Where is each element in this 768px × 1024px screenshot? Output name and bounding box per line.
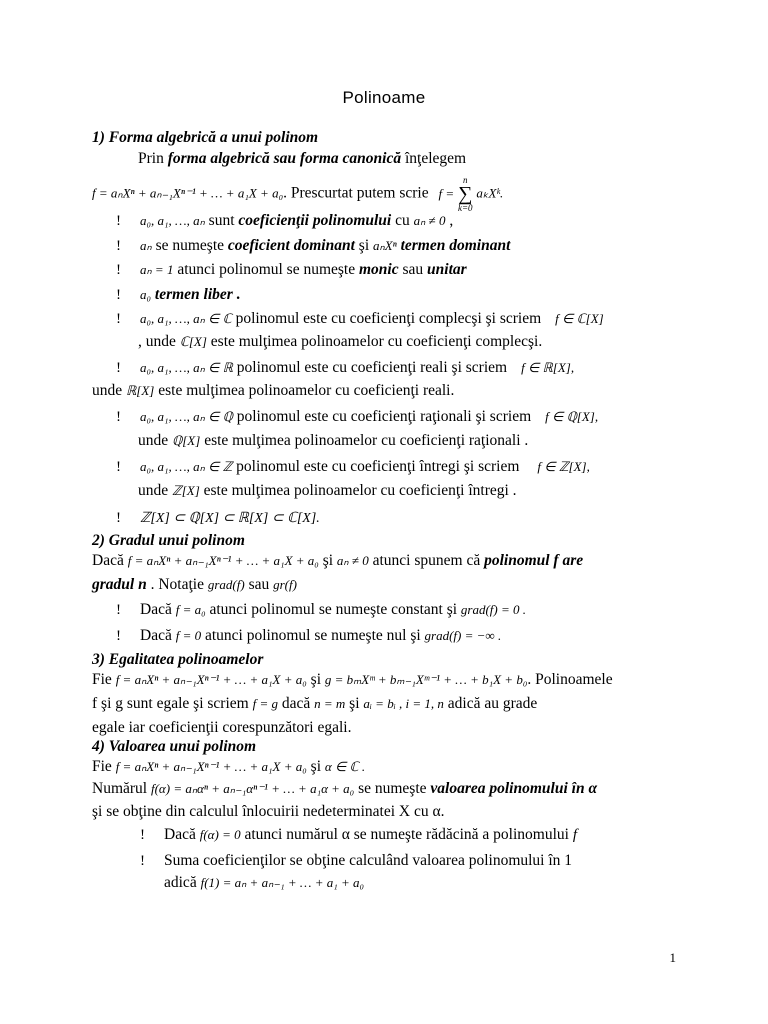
s3-l1-math: f = aₙXⁿ + aₙ₋₁Xⁿ⁻¹ + … + a₁X + a₀ bbox=[115, 672, 307, 687]
s2-l2-math2: gr(f) bbox=[273, 577, 297, 592]
s1-b1-t2: cu bbox=[391, 212, 414, 229]
bullet-icon: ! bbox=[116, 628, 121, 644]
s2-b1-t1: Dacă bbox=[140, 601, 176, 618]
s1-bullet-6-cont bbox=[92, 381, 454, 401]
sum-top: n bbox=[463, 175, 468, 185]
s3-l1-t3: . Polinoamele bbox=[527, 671, 613, 688]
bullet-icon: ! bbox=[116, 287, 121, 303]
s1-b8-math3: ℤ[X] bbox=[172, 483, 200, 498]
s1-intro bbox=[138, 149, 466, 169]
s2-bullet-2 bbox=[140, 626, 501, 646]
s2-line-2 bbox=[92, 575, 297, 595]
s1-short-text: . Prescurtat putem scrie bbox=[283, 184, 429, 202]
s1-bullet-4 bbox=[140, 285, 241, 305]
s1-b5-t2: , unde bbox=[138, 333, 180, 350]
sum-symbol bbox=[458, 175, 473, 213]
bullet-icon: ! bbox=[140, 827, 145, 843]
s1-b6-t2: unde bbox=[92, 382, 127, 399]
sigma-icon: ∑ bbox=[458, 183, 473, 205]
page-title: Polinoame bbox=[342, 88, 426, 107]
s1-b8-math2: f ∈ ℤ[X], bbox=[537, 459, 590, 474]
s4-bullet-2-cont bbox=[164, 873, 364, 893]
s1-b6-math: a₀, a₁, …, aₙ ∈ ℝ bbox=[140, 360, 233, 375]
s1-b6-math2: f ∈ ℝ[X], bbox=[521, 360, 575, 375]
s1-b5-t1: polinomul este cu coeficienţi complecşi şi scriem bbox=[231, 310, 542, 327]
s1-b5-math: a₀, a₁, …, aₙ ∈ ℂ bbox=[140, 311, 232, 326]
s1-b2-math: aₙ bbox=[140, 238, 152, 253]
s2-b1-math2: grad(f) = 0 . bbox=[460, 602, 527, 617]
s3-l2-math3: aᵢ = bᵢ , i = 1, n bbox=[363, 696, 444, 711]
s3-line-1 bbox=[92, 670, 613, 690]
s1-intro-prefix: Prin bbox=[138, 150, 168, 167]
s1-bullet-8 bbox=[140, 457, 590, 477]
s1-b6-t3: este mulţimea polinoamelor cu coeficienţi reali. bbox=[154, 382, 455, 399]
bullet-icon: ! bbox=[116, 213, 121, 229]
s1-bullet-5 bbox=[140, 309, 604, 329]
section-1-heading: 1) Forma algebrică a unui polinom bbox=[92, 129, 319, 146]
s1-b2-math2: aₙXⁿ bbox=[373, 238, 397, 253]
s1-bullet-9 bbox=[140, 508, 320, 529]
s2-bullet-1 bbox=[140, 600, 526, 620]
s1-b1-t1: sunt bbox=[204, 212, 239, 229]
s4-l2-t1: Numărul bbox=[92, 780, 151, 797]
s4-line-1 bbox=[92, 757, 365, 777]
s4-l1-math: f = aₙXⁿ + aₙ₋₁Xⁿ⁻¹ + … + a₁X + a₀ bbox=[115, 759, 307, 774]
s4-l1-t2: şi bbox=[306, 758, 325, 775]
s4-bullet-2: Suma coeficienţilor se obţine calculând valoarea polinomului în 1 bbox=[164, 852, 573, 869]
s4-b2-t1: adică bbox=[164, 874, 201, 891]
s4-b2-math: f(1) = aₙ + aₙ₋₁ + … + a₁ + a₀ bbox=[200, 875, 365, 890]
s1-bullet-5-cont bbox=[138, 332, 542, 352]
s3-l2-math: f = g bbox=[252, 696, 278, 711]
s1-short-formula-right: aₖXᵏ. bbox=[476, 185, 504, 201]
s2-l1-bold: polinomul f are bbox=[484, 552, 584, 569]
s1-b5-t3: este mulţimea polinoamelor cu coeficienţi complecşi. bbox=[206, 333, 543, 350]
s1-b2-t1: se numeşte bbox=[151, 237, 228, 254]
s1-b8-t2: unde bbox=[138, 482, 173, 499]
s2-l1-t3: atunci spunem că bbox=[368, 552, 485, 569]
s1-bullet-1 bbox=[140, 211, 453, 231]
s1-b1-bold: coeficienţii polinomului bbox=[238, 212, 392, 229]
s1-bullet-8-cont bbox=[138, 481, 517, 501]
s2-b1-t2: atunci polinomul se numeşte constant şi bbox=[205, 601, 461, 618]
s2-b2-t1: Dacă bbox=[140, 627, 176, 644]
s4-l1-math2: α ∈ ℂ . bbox=[324, 759, 366, 774]
s1-b6-math3: ℝ[X] bbox=[126, 383, 155, 398]
s1-b8-math: a₀, a₁, …, aₙ ∈ ℤ bbox=[140, 459, 233, 474]
s4-l1-t1: Fie bbox=[92, 758, 116, 775]
s1-b5-math3: ℂ[X] bbox=[179, 334, 207, 349]
s2-b2-math: f = 0 bbox=[175, 628, 202, 643]
s1-b3-math: aₙ = 1 bbox=[140, 262, 174, 277]
s1-b7-math: a₀, a₁, …, aₙ ∈ ℚ bbox=[140, 409, 233, 424]
s4-l2-bold: valoarea polinomului în α bbox=[430, 780, 598, 797]
s1-b4-bold: termen liber . bbox=[151, 286, 241, 303]
s1-bullet-2 bbox=[140, 236, 510, 256]
s2-l2-math: grad(f) bbox=[207, 577, 245, 592]
s1-bullet-7-cont bbox=[138, 431, 528, 451]
bullet-icon: ! bbox=[116, 510, 121, 526]
s1-b3-t2: sau bbox=[398, 261, 428, 278]
s1-intro-bold: forma algebrică sau forma canonică bbox=[167, 150, 402, 167]
s2-b2-t2: atunci polinomul se numeşte nul şi bbox=[201, 627, 425, 644]
s1-b2-bold1: coeficient dominant bbox=[227, 237, 355, 254]
s1-b4-math: a₀ bbox=[140, 287, 152, 302]
s1-b1-cond: aₙ ≠ 0 bbox=[413, 213, 446, 228]
s2-l1-math2: aₙ ≠ 0 bbox=[336, 553, 369, 568]
bullet-icon: ! bbox=[116, 602, 121, 618]
s4-b1-math2: f bbox=[572, 827, 578, 843]
s1-formula: f = aₙXⁿ + aₙ₋₁Xⁿ⁻¹ + … + a₁X + a₀ bbox=[92, 185, 284, 201]
s2-line-1 bbox=[92, 551, 583, 571]
bullet-icon: ! bbox=[116, 459, 121, 475]
bullet-icon: ! bbox=[140, 853, 145, 869]
s1-b7-math3: ℚ[X] bbox=[172, 433, 201, 448]
s2-l1-t1: Dacă bbox=[92, 552, 128, 569]
s1-b8-t1: polinomul este cu coeficienţi întregi şi scriem bbox=[232, 458, 520, 475]
s1-b7-t1: polinomul este cu coeficienţi raţionali şi scriem bbox=[232, 408, 532, 425]
s4-line-2 bbox=[92, 779, 597, 799]
bullet-icon: ! bbox=[116, 409, 121, 425]
bullet-icon: ! bbox=[116, 311, 121, 327]
s1-b5-math2: f ∈ ℂ[X] bbox=[555, 311, 604, 326]
s1-b3-t1: atunci polinomul se numeşte bbox=[173, 261, 359, 278]
s4-bullet-1 bbox=[164, 825, 577, 845]
s4-l2-math: f(α) = aₙαⁿ + aₙ₋₁αⁿ⁻¹ + … + a₁α + a₀ bbox=[150, 781, 355, 796]
s1-short-formula-left: f = bbox=[438, 185, 455, 201]
s4-b1-math: f(α) = 0 bbox=[199, 827, 241, 842]
s3-l2-t4: adică au grade bbox=[443, 695, 538, 712]
s3-l2-math2: n = m bbox=[314, 696, 346, 711]
s3-l2-t1: f şi g sunt egale şi scriem bbox=[92, 695, 253, 712]
s1-b9-math: ℤ[X] ⊂ ℚ[X] ⊂ ℝ[X] ⊂ ℂ[X]. bbox=[140, 511, 320, 526]
s4-b1-t1: Dacă bbox=[164, 826, 200, 843]
s3-l1-t1: Fie bbox=[92, 671, 116, 688]
bullet-icon: ! bbox=[116, 262, 121, 278]
s1-b6-t1: polinomul este cu coeficienţi reali şi scriem bbox=[232, 359, 508, 376]
s4-b1-t2: atunci numărul α se numeşte rădăcină a polinomului bbox=[240, 826, 573, 843]
s1-intro-suffix: înţelegem bbox=[401, 150, 467, 167]
sum-bottom: k=0 bbox=[457, 203, 473, 213]
s1-b2-t2: şi bbox=[354, 237, 373, 254]
s2-l1-math: f = aₙXⁿ + aₙ₋₁Xⁿ⁻¹ + … + a₁X + a₀ bbox=[127, 553, 319, 568]
s3-line-3: egale iar coeficienţii corespunzători egali. bbox=[92, 719, 352, 736]
s1-b1-t3: , bbox=[445, 212, 454, 229]
s2-l2-t2: sau bbox=[244, 576, 274, 593]
s3-l1-t2: şi bbox=[306, 671, 325, 688]
s1-b7-t3: este mulţimea polinoamelor cu coeficienţi raţionali . bbox=[200, 432, 529, 449]
page-number: 1 bbox=[669, 950, 676, 965]
s3-l2-t2: dacă bbox=[277, 695, 315, 712]
s2-l1-t2: şi bbox=[318, 552, 337, 569]
s3-l1-math2: g = bₘXᵐ + bₘ₋₁Xᵐ⁻¹ + … + b₁X + b₀ bbox=[324, 672, 528, 687]
s1-b7-t2: unde bbox=[138, 432, 173, 449]
bullet-icon: ! bbox=[116, 238, 121, 254]
s2-l2-bold: gradul n bbox=[92, 576, 147, 593]
s1-b7-math2: f ∈ ℚ[X], bbox=[545, 409, 599, 424]
section-4-heading: 4) Valoarea unui polinom bbox=[92, 738, 257, 755]
s1-canonical-formula bbox=[92, 175, 503, 213]
s1-b8-t3: este mulţimea polinoamelor cu coeficienţi întregi . bbox=[199, 482, 517, 499]
s1-bullet-7 bbox=[140, 407, 598, 427]
s4-line-3: şi se obţine din calculul înlocuirii nedeterminatei X cu α. bbox=[92, 803, 445, 820]
section-3-heading: 3) Egalitatea polinoamelor bbox=[92, 651, 264, 668]
s1-bullet-6 bbox=[140, 358, 574, 378]
s1-bullet-3 bbox=[140, 260, 467, 280]
s1-b2-bold2: termen dominant bbox=[396, 237, 511, 254]
s1-b1-math: a₀, a₁, …, aₙ bbox=[140, 213, 205, 228]
bullet-icon: ! bbox=[116, 360, 121, 376]
s2-b1-math: f = a₀ bbox=[175, 602, 206, 617]
s4-l2-t2: se numeşte bbox=[354, 780, 431, 797]
s3-line-2 bbox=[92, 694, 537, 714]
s2-b2-math2: grad(f) = −∞ . bbox=[424, 628, 502, 643]
section-2-heading: 2) Gradul unui polinom bbox=[92, 532, 245, 549]
s1-b3-bold2: unitar bbox=[427, 261, 467, 278]
s3-l2-t3: şi bbox=[345, 695, 364, 712]
s1-b3-bold1: monic bbox=[359, 261, 399, 278]
s2-l2-t1: . Notaţie bbox=[146, 576, 208, 593]
